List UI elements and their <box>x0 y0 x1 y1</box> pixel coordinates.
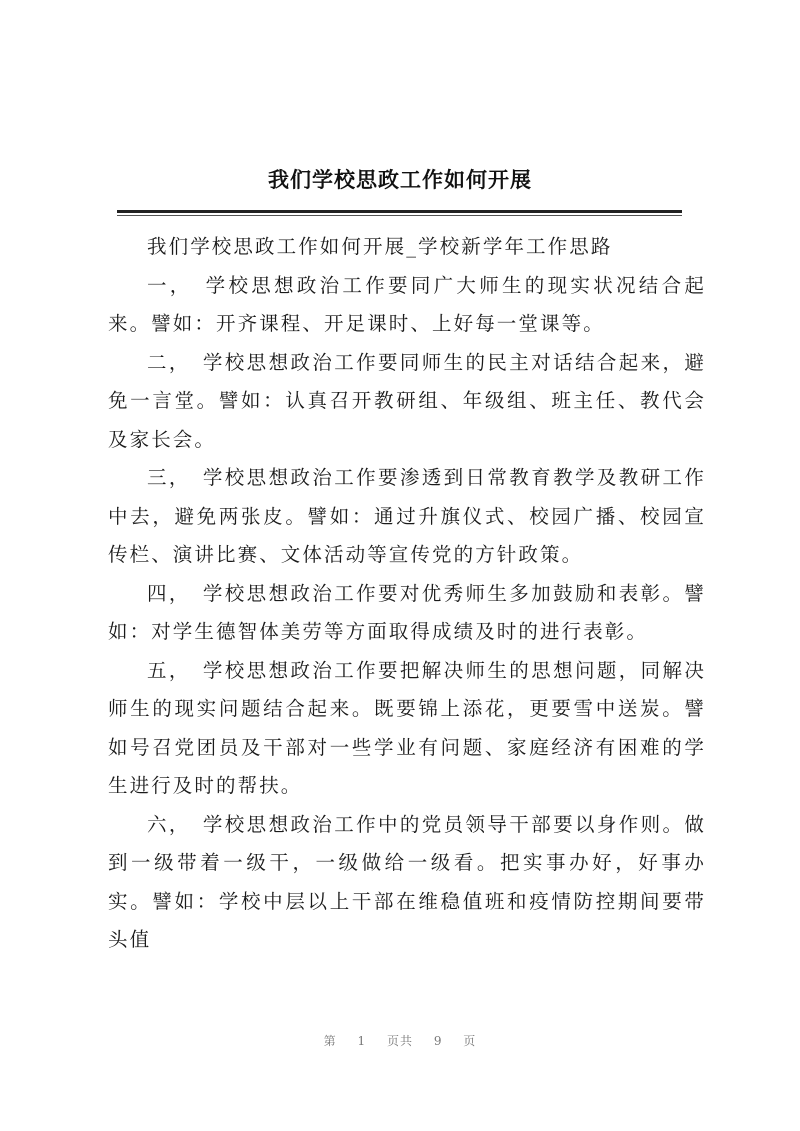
paragraph-2: 二， 学校思想政治工作要同师生的民主对话结合起来，避免一言堂。譬如：认真召开教研组、年级组、班主任、教代会及家长会。 <box>108 350 706 451</box>
title-divider <box>117 210 682 213</box>
footer-total-pages: 9 <box>433 1034 443 1048</box>
paragraph-3: 三， 学校思想政治工作要渗透到日常教育教学及教研工作中去，避免两张皮。譬如：通过升旗仪式、校园广播、校园宣传栏、演讲比赛、文体活动等宣传党的方针政策。 <box>108 466 706 566</box>
footer-current-page: 1 <box>357 1034 367 1048</box>
title-divider-thin <box>117 215 682 216</box>
page-footer <box>0 1032 800 1049</box>
paragraph-1: 一， 学校思想政治工作要同广大师生的现实状况结合起来。譬如：开齐课程、开足课时、上好每一堂课等。 <box>108 273 706 335</box>
paragraph-5: 五， 学校思想政治工作要把解决师生的思想问题，同解决师生的现实问题结合起来。既要锦上添花，更要雪中送炭。譬如号召党团员及干部对一些学业有问题、家庭经济有困难的学生进行及时的帮扶。 <box>108 658 706 797</box>
paragraph-4: 四， 学校思想政治工作要对优秀师生多加鼓励和表彰。譬如：对学生德智体美劳等方面取得成绩及时的进行表彰。 <box>108 581 706 643</box>
footer-middle: 页共 <box>386 1034 413 1048</box>
document-title: 我们学校思政工作如何开展 <box>268 167 532 192</box>
footer-suffix: 页 <box>463 1034 477 1048</box>
paragraph-subtitle: 我们学校思政工作如何开展_学校新学年工作思路 <box>147 235 613 258</box>
paragraph-6: 六， 学校思想政治工作中的党员领导干部要以身作则。做到一级带着一级干，一级做给一级看。把实事办好，好事办实。譬如：学校中层以上干部在维稳值班和疫情防控期间要带头值 <box>108 812 706 951</box>
footer-prefix: 第 <box>323 1034 337 1048</box>
document-body <box>108 228 706 960</box>
